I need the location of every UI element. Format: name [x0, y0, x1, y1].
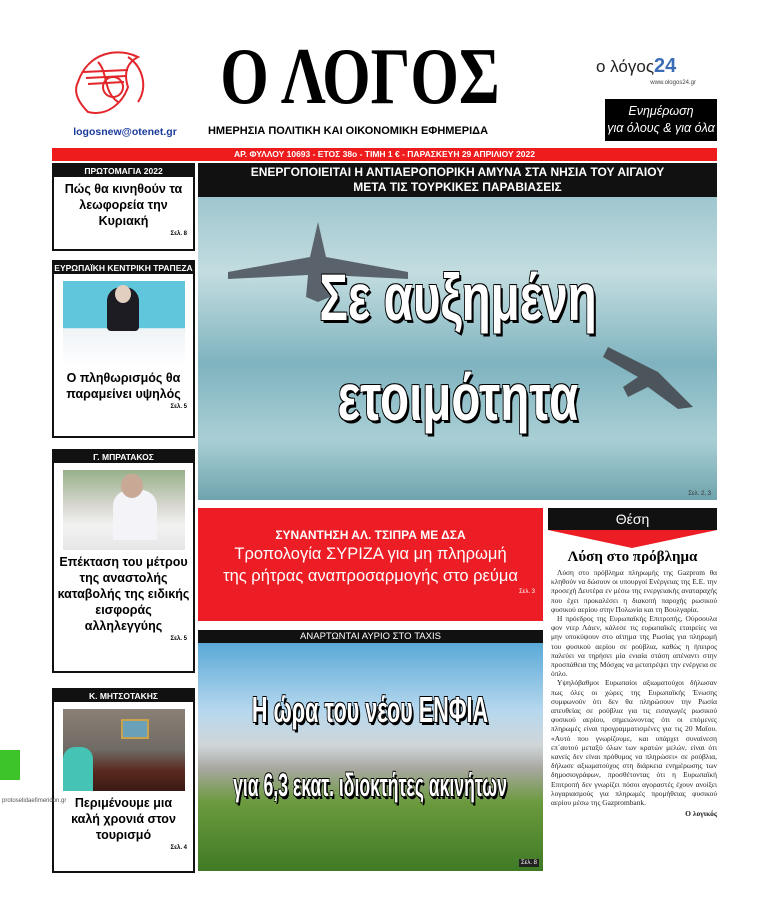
- sidebar-story[interactable]: [52, 688, 195, 873]
- mitsotakis-photo: [63, 709, 185, 791]
- story-headline[interactable]: Τροπολογία ΣΥΡΙΖΑ για μη πληρωμή: [234, 545, 507, 563]
- opinion-title[interactable]: Λύση στο πρόβλημα: [567, 549, 698, 565]
- lead-headline[interactable]: Σε αυξημένη: [319, 260, 597, 334]
- sidebar-story[interactable]: [52, 260, 195, 438]
- red-triangle-decoration: [548, 530, 717, 548]
- brand-name: ο λόγος: [596, 57, 655, 76]
- masthead-title: Ο ΛΟΓΟΣ: [220, 33, 500, 121]
- kicker-line: ΕΝΕΡΓΟΠΟΙΕΙΤΑΙ Η ΑΝΤΙΑΕΡΟΠΟΡΙΚΗ ΑΜΥΝΑ ΣΤΑ ΝΗΣΙΑ ΤΟΥ ΑΙΓΑΙΟΥ: [250, 165, 665, 179]
- enfia-kicker: ΑΝΑΡΤΩΝΤΑΙ ΑΥΡΙΟ ΣΤΟ TAXIS: [198, 630, 543, 643]
- lead-story-kicker: [198, 163, 717, 197]
- opinion-body: [551, 568, 717, 818]
- page-ref: Σελ. 2, 3: [688, 491, 711, 497]
- opinion-paragraph: Υψηλόβαθμοι Ευρωπαίοι αξιωματούχοι δήλωσαν πως όλες οι χώρες της Ευρωπαϊκής Ένωσης συμφωνούν ότι δεν θα πληρώσουν την Ρωσία απευθείας σε ρούβλια για τις εισαγωγές ρωσικού φυσικού αερίου, σημειώνοντας ότι οι επόμενες πληρωμές είναι προγραμματισμένες για τις 20 Μαΐου. «Αυτό που γνωρίζουμε, και υπάρχει συναίνεση επ΄αυτού μεταξύ όλων των κρατών μελών, είναι ότι κανείς δεν είναι πρόθυμος να πληρώσει» σε ρούβλια, δήλωσε αξιωματούχος στη διάρκεια ενημέρωσης των δημοσιογράφων, προσθέτοντας ότι η Ευρωπαϊκή Επιτροπή δεν γνωρίζει πόσοι αγοραστές έχουν ανοίξει λογαριασμούς για πληρωμές προμήθειας φυσικού αερίου μέσω της Gazprombank.: [551, 678, 717, 808]
- contact-email[interactable]: logosnew@otenet.gr: [73, 126, 177, 138]
- lead-headline[interactable]: ετοιμότητα: [337, 360, 579, 434]
- kicker-line: ΜΕΤΑ ΤΙΣ ΤΟΥΡΚΙΚΕΣ ΠΑΡΑΒΙΑΣΕΙΣ: [353, 180, 562, 194]
- masthead-subtitle: ΗΜΕΡΗΣΙΑ ΠΟΛΙΤΙΚΗ ΚΑΙ ΟΙΚΟΝΟΜΙΚΗ ΕΦΗΜΕΡΙΔΑ: [207, 125, 489, 137]
- story-kicker: ΕΥΡΩΠΑΪΚΗ ΚΕΝΤΡΙΚΗ ΤΡΑΠΕΖΑ: [54, 263, 193, 273]
- slogan-line: για όλους & για όλα: [607, 121, 715, 135]
- slogan-line: Ενημέρωση: [628, 104, 694, 118]
- ologos24-logo[interactable]: [596, 55, 696, 86]
- page-ref: Σελ. 5: [170, 404, 187, 410]
- sidebar-story[interactable]: [52, 163, 195, 251]
- opinion-paragraph: Η πρόεδρος της Ευρωπαϊκής Επιτροπής, Ούρσουλα φον ντερ Λάιεν, κάλεσε τις ευρωπαϊκές εταιρείες να μην υποκύψουν στο αίτημα της Ρωσίας για πληρωμή του φυσικού αερίου σε ρούβλια, καθώς η ήπειρος παλεύει να τηρήσει μία ενιαία στάση απέναντι στην προσπάθεια της Μόσχας να μετατρέψει την ενέργεια σε όπλο.: [551, 614, 717, 679]
- syriza-story[interactable]: [198, 508, 543, 621]
- opinion-section-header: Θέση: [548, 508, 717, 530]
- opinion-signature: Ο λογικός: [685, 809, 717, 819]
- story-kicker: Γ. ΜΠΡΑΤΑΚΟΣ: [54, 451, 193, 463]
- story-headline[interactable]: της ρήτρας αναπροσαρμογής στο ρεύμα: [223, 567, 518, 585]
- green-marker: [0, 750, 20, 780]
- lagarde-photo: [63, 281, 185, 366]
- enfia-headline[interactable]: Η ώρα του νέου ΕΝΦΙΑ: [251, 689, 489, 730]
- enfia-story-photo[interactable]: [198, 643, 543, 871]
- story-headline[interactable]: Περιμένουμε μια καλή χρονιά στον τουρισμό: [71, 796, 176, 842]
- page-ref: Σελ. 8: [170, 231, 187, 237]
- opinion-paragraph: Λύση στο πρόβλημα πληρωμής της Gazprom θα κληθούν να δώσουν οι υπουργοί Ενέργειας της Ε.Ε. την προσεχή Δευτέρα εν μέσω της ενεργειακής αναταραχής που έχει προκαλέσει η διακοπή παροχής ρωσικού φυσικού αερίου στην Πολωνία και τη Βουλγαρία.: [551, 568, 717, 614]
- brand-url[interactable]: www.ologos24.gr: [650, 80, 696, 86]
- story-headline[interactable]: Πώς θα κινηθούν τα λεωφορεία την Κυριακή: [64, 182, 183, 228]
- page-ref: Σελ. 8: [520, 860, 537, 866]
- enfia-headline[interactable]: για 6,3 εκατ. ιδιοκτήτες ακινήτων: [233, 767, 507, 803]
- story-headline[interactable]: Επέκταση του μέτρου της αναστολής καταβολής της ειδικής εισφοράς αλληλεγγύης: [57, 555, 190, 633]
- page-ref: Σελ. 3: [518, 589, 535, 595]
- issue-info-bar: ΑΡ. ΦΥΛΛΟΥ 10693 - ΕΤΟΣ 38ο - ΤΙΜΗ 1 € - ΠΑΡΑΣΚΕΥΗ 29 ΑΠΡΙΛΙΟΥ 2022: [52, 148, 717, 161]
- story-headline[interactable]: Ο πληθωρισμός θα παραμείνει υψηλός: [66, 371, 181, 401]
- page-ref: Σελ. 5: [170, 636, 187, 642]
- newspaper-logo-illustration: [68, 42, 158, 122]
- watermark: protoselidaefimeridon.gr: [2, 798, 67, 804]
- bratakos-photo: [63, 470, 185, 550]
- page-ref: Σελ. 4: [170, 845, 187, 851]
- story-kicker: ΣΥΝΑΝΤΗΣΗ ΑΛ. ΤΣΙΠΡΑ ΜΕ ΔΣΑ: [275, 528, 466, 542]
- story-kicker: Κ. ΜΗΤΣΟΤΑΚΗΣ: [54, 690, 193, 702]
- lead-story-photo[interactable]: [198, 197, 717, 500]
- brand-number: 24: [654, 55, 677, 77]
- slogan-box: [605, 99, 717, 141]
- sidebar-story[interactable]: [52, 449, 195, 673]
- story-kicker: ΠΡΩΤΟΜΑΓΙΑ 2022: [54, 165, 193, 177]
